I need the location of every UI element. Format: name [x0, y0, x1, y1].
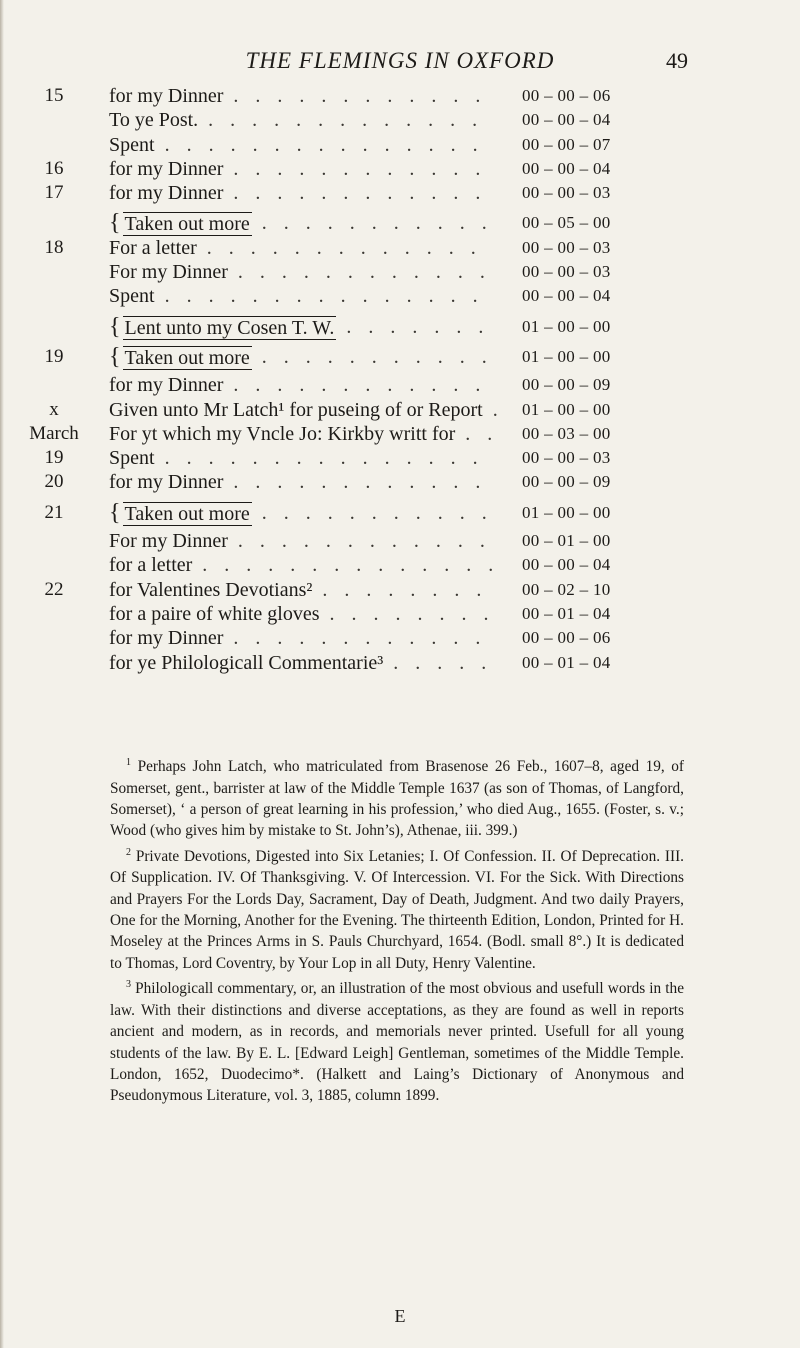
ledger-row: [0, 84, 800, 108]
running-title: THE FLEMINGS IN OXFORD: [245, 48, 555, 73]
entry-amount: 00 – 02 – 10: [522, 579, 611, 599]
ledger-row: [0, 260, 800, 284]
entry-amount: 00 – 01 – 04: [522, 652, 611, 672]
entry-amount: 00 – 00 – 09: [522, 375, 611, 395]
entry-description: For my Dinner: [109, 530, 228, 553]
brace-mark: {: [109, 210, 121, 237]
dot-leaders: ...........: [261, 345, 504, 368]
dot-leaders: ........: [329, 602, 506, 625]
dot-leaders: .: [492, 398, 515, 421]
dot-leaders: ............: [233, 157, 498, 180]
entry-amount: 01 – 00 – 00: [522, 346, 611, 366]
ledger-row: [0, 470, 800, 494]
dot-leaders: .......: [346, 315, 501, 338]
entry-amount: 00 – 00 – 03: [522, 183, 611, 203]
dot-leaders: ...............: [164, 285, 495, 308]
signature-mark: E: [394, 1306, 406, 1326]
entry-date: 22: [44, 578, 64, 600]
ledger-row: [0, 651, 800, 675]
entry-amount: 00 – 01 – 04: [522, 603, 611, 623]
ledger-row: [0, 284, 800, 308]
footnote-text: Perhaps John Latch, who matriculated from Brasenose 26 Feb., 1607–8, aged 19, of Somerset, gent., barrister at law of the Middle Temple 1637 (as son of Thomas, of Langford, Somerset), ‘ a person of great learning in his profession,’ who died Aug., 1655. (Foster, s. v.; Wood (who gives him by mistake to St. John’s), Athenae, iii. 399.): [110, 758, 684, 840]
dot-leaders: ............: [237, 261, 502, 284]
entry-amount: 00 – 00 – 09: [522, 472, 611, 492]
entry-date: 16: [44, 157, 64, 179]
dot-leaders: .....: [393, 651, 504, 674]
ledger-row: [0, 553, 800, 577]
dot-leaders: ..............: [202, 554, 511, 577]
entry-description: for a letter: [109, 554, 193, 577]
entry-description: For my Dinner: [109, 261, 228, 284]
entry-amount: 00 – 00 – 03: [522, 237, 611, 257]
entry-description: Given unto Mr Latch¹ for puseing of or Report: [109, 398, 483, 421]
entry-description: for ye Philologicall Commentarie³: [109, 651, 384, 674]
entry-description: for my Dinner: [109, 182, 224, 205]
ledger-row: [0, 398, 800, 422]
entry-description: for Valentines Devotians²: [109, 578, 313, 601]
entry-description: for my Dinner: [109, 374, 224, 397]
dot-leaders: ........: [322, 578, 499, 601]
entry-amount: 01 – 00 – 00: [522, 399, 611, 419]
ledger-row: [0, 373, 800, 397]
entry-date: 19: [44, 447, 64, 469]
footnote-text: Philologicall commentary, or, an illustration of the most obvious and usefull words in the law. With their distinctions and diverse acceptations, as they are found as well in reports ancient and modern, as in records, and memorials never printed. Usefull for all young students of the law. By E. L. [Edward Leigh] Gentleman, sometimes of the Middle Temple. London, 1652, Duodecimo*. (Halkett and Laing’s Dictionary of Anonymous and Pseudonymous Literature, vol. 3, 1885, column 1899.: [110, 980, 684, 1105]
ledger-row: [0, 422, 800, 446]
entry-amount: 00 – 05 – 00: [522, 213, 611, 233]
entry-description: for my Dinner: [109, 85, 224, 107]
page-header: [0, 48, 800, 78]
footnotes: [110, 752, 684, 1107]
page-number: 49: [666, 48, 688, 73]
entry-amount: 00 – 00 – 04: [522, 555, 611, 575]
entry-description-text: Taken out more: [124, 213, 250, 236]
entry-description: Spent: [109, 133, 155, 156]
dot-leaders: ............: [233, 627, 498, 650]
entry-date: March: [29, 422, 79, 444]
entry-amount: 00 – 00 – 04: [522, 110, 611, 130]
footnote: [110, 752, 684, 842]
dot-leaders: ...............: [164, 133, 495, 156]
entry-date: 20: [44, 471, 64, 493]
entry-amount: 01 – 00 – 00: [522, 502, 611, 522]
entry-description: For a letter: [109, 236, 197, 259]
entry-amount: 00 – 00 – 06: [522, 86, 611, 105]
ledger-row: [0, 446, 800, 470]
entry-date: 17: [44, 182, 64, 204]
dot-leaders: .............: [208, 109, 495, 132]
dot-leaders: ............: [233, 85, 498, 107]
ledger-row: [0, 315, 800, 339]
entry-amount: 01 – 00 – 00: [522, 316, 611, 336]
dot-leaders: ...............: [164, 447, 495, 470]
entry-amount: 00 – 01 – 00: [522, 531, 611, 551]
entry-description: Spent: [109, 447, 155, 470]
entry-description: For yt which my Vncle Jo: Kirkby writt for: [109, 422, 456, 445]
entry-description-text: Taken out more: [124, 502, 250, 525]
dot-leaders: ............: [233, 182, 498, 205]
entry-amount: 00 – 00 – 06: [522, 628, 611, 648]
dot-leaders: ............: [233, 374, 498, 397]
entry-description: To ye Post.: [109, 109, 199, 132]
brace-mark: {: [109, 343, 121, 370]
entry-date: 18: [44, 236, 64, 258]
entry-date: 21: [44, 501, 64, 523]
entry-amount: 00 – 00 – 03: [522, 448, 611, 468]
ledger-row: [0, 108, 800, 132]
entry-description-text: Taken out more: [124, 346, 250, 369]
entry-date: 15: [44, 85, 64, 106]
entry-description: for a paire of white gloves: [109, 602, 320, 625]
ledger-row: [0, 236, 800, 260]
footnote-text: Private Devotions, Digested into Six Letanies; I. Of Confession. II. Of Deprecation. III. Of Supplication. IV. Of Thanksgiving. V. Of Intercession. VI. For the Sick. With Directions and Prayers For the Lords Day, Sacrament, Day of Death, Judgment. And two daily Prayers, One for the Morning, Another for the Evening. The thirteenth Edition, London, Printed for H. Moseley at the Princes Arms in S. Pauls Churchyard, 1654. (Bodl. small 8°.) It is dedicated to Thomas, Lord Coventry, by Your Lop in all Duty, Henry Valentine.: [110, 847, 684, 972]
footnote-mark: 2: [126, 846, 131, 858]
ledger-row: [0, 133, 800, 157]
dot-leaders: ............: [237, 530, 502, 553]
entry-amount: 00 – 00 – 04: [522, 158, 611, 178]
entry-description: Spent: [109, 285, 155, 308]
entry-date: 19: [44, 345, 64, 367]
footnote: [110, 974, 684, 1107]
ledger-row: [0, 211, 800, 235]
entry-description: for my Dinner: [109, 157, 224, 180]
account-ledger: [0, 84, 800, 675]
entry-amount: 00 – 00 – 07: [522, 134, 611, 154]
ledger-row: [0, 501, 800, 525]
entry-description: for my Dinner: [109, 471, 224, 494]
footnote: [110, 842, 684, 975]
footnote-mark: 3: [126, 979, 131, 991]
entry-date: x: [49, 398, 59, 420]
ledger-row: [0, 578, 800, 602]
entry-description-text: Lent unto my Cosen T. W.: [124, 316, 335, 339]
dot-leaders: ...........: [261, 501, 504, 524]
ledger-row: [0, 157, 800, 181]
ledger-row: [0, 345, 800, 369]
dot-leaders: ............: [233, 471, 498, 494]
brace-mark: {: [109, 499, 121, 526]
ledger-row: [0, 602, 800, 626]
entry-amount: 00 – 00 – 04: [522, 286, 611, 306]
dot-leaders: .............: [206, 236, 493, 259]
dot-leaders: ...........: [261, 212, 504, 235]
entry-amount: 00 – 00 – 03: [522, 262, 611, 282]
ledger-row: [0, 529, 800, 553]
dot-leaders: ..: [465, 422, 510, 445]
entry-amount: 00 – 03 – 00: [522, 423, 611, 443]
brace-mark: {: [109, 313, 121, 340]
footnote-mark: 1: [126, 757, 131, 768]
ledger-row: [0, 181, 800, 205]
entry-description: for my Dinner: [109, 627, 224, 650]
ledger-row: [0, 626, 800, 650]
